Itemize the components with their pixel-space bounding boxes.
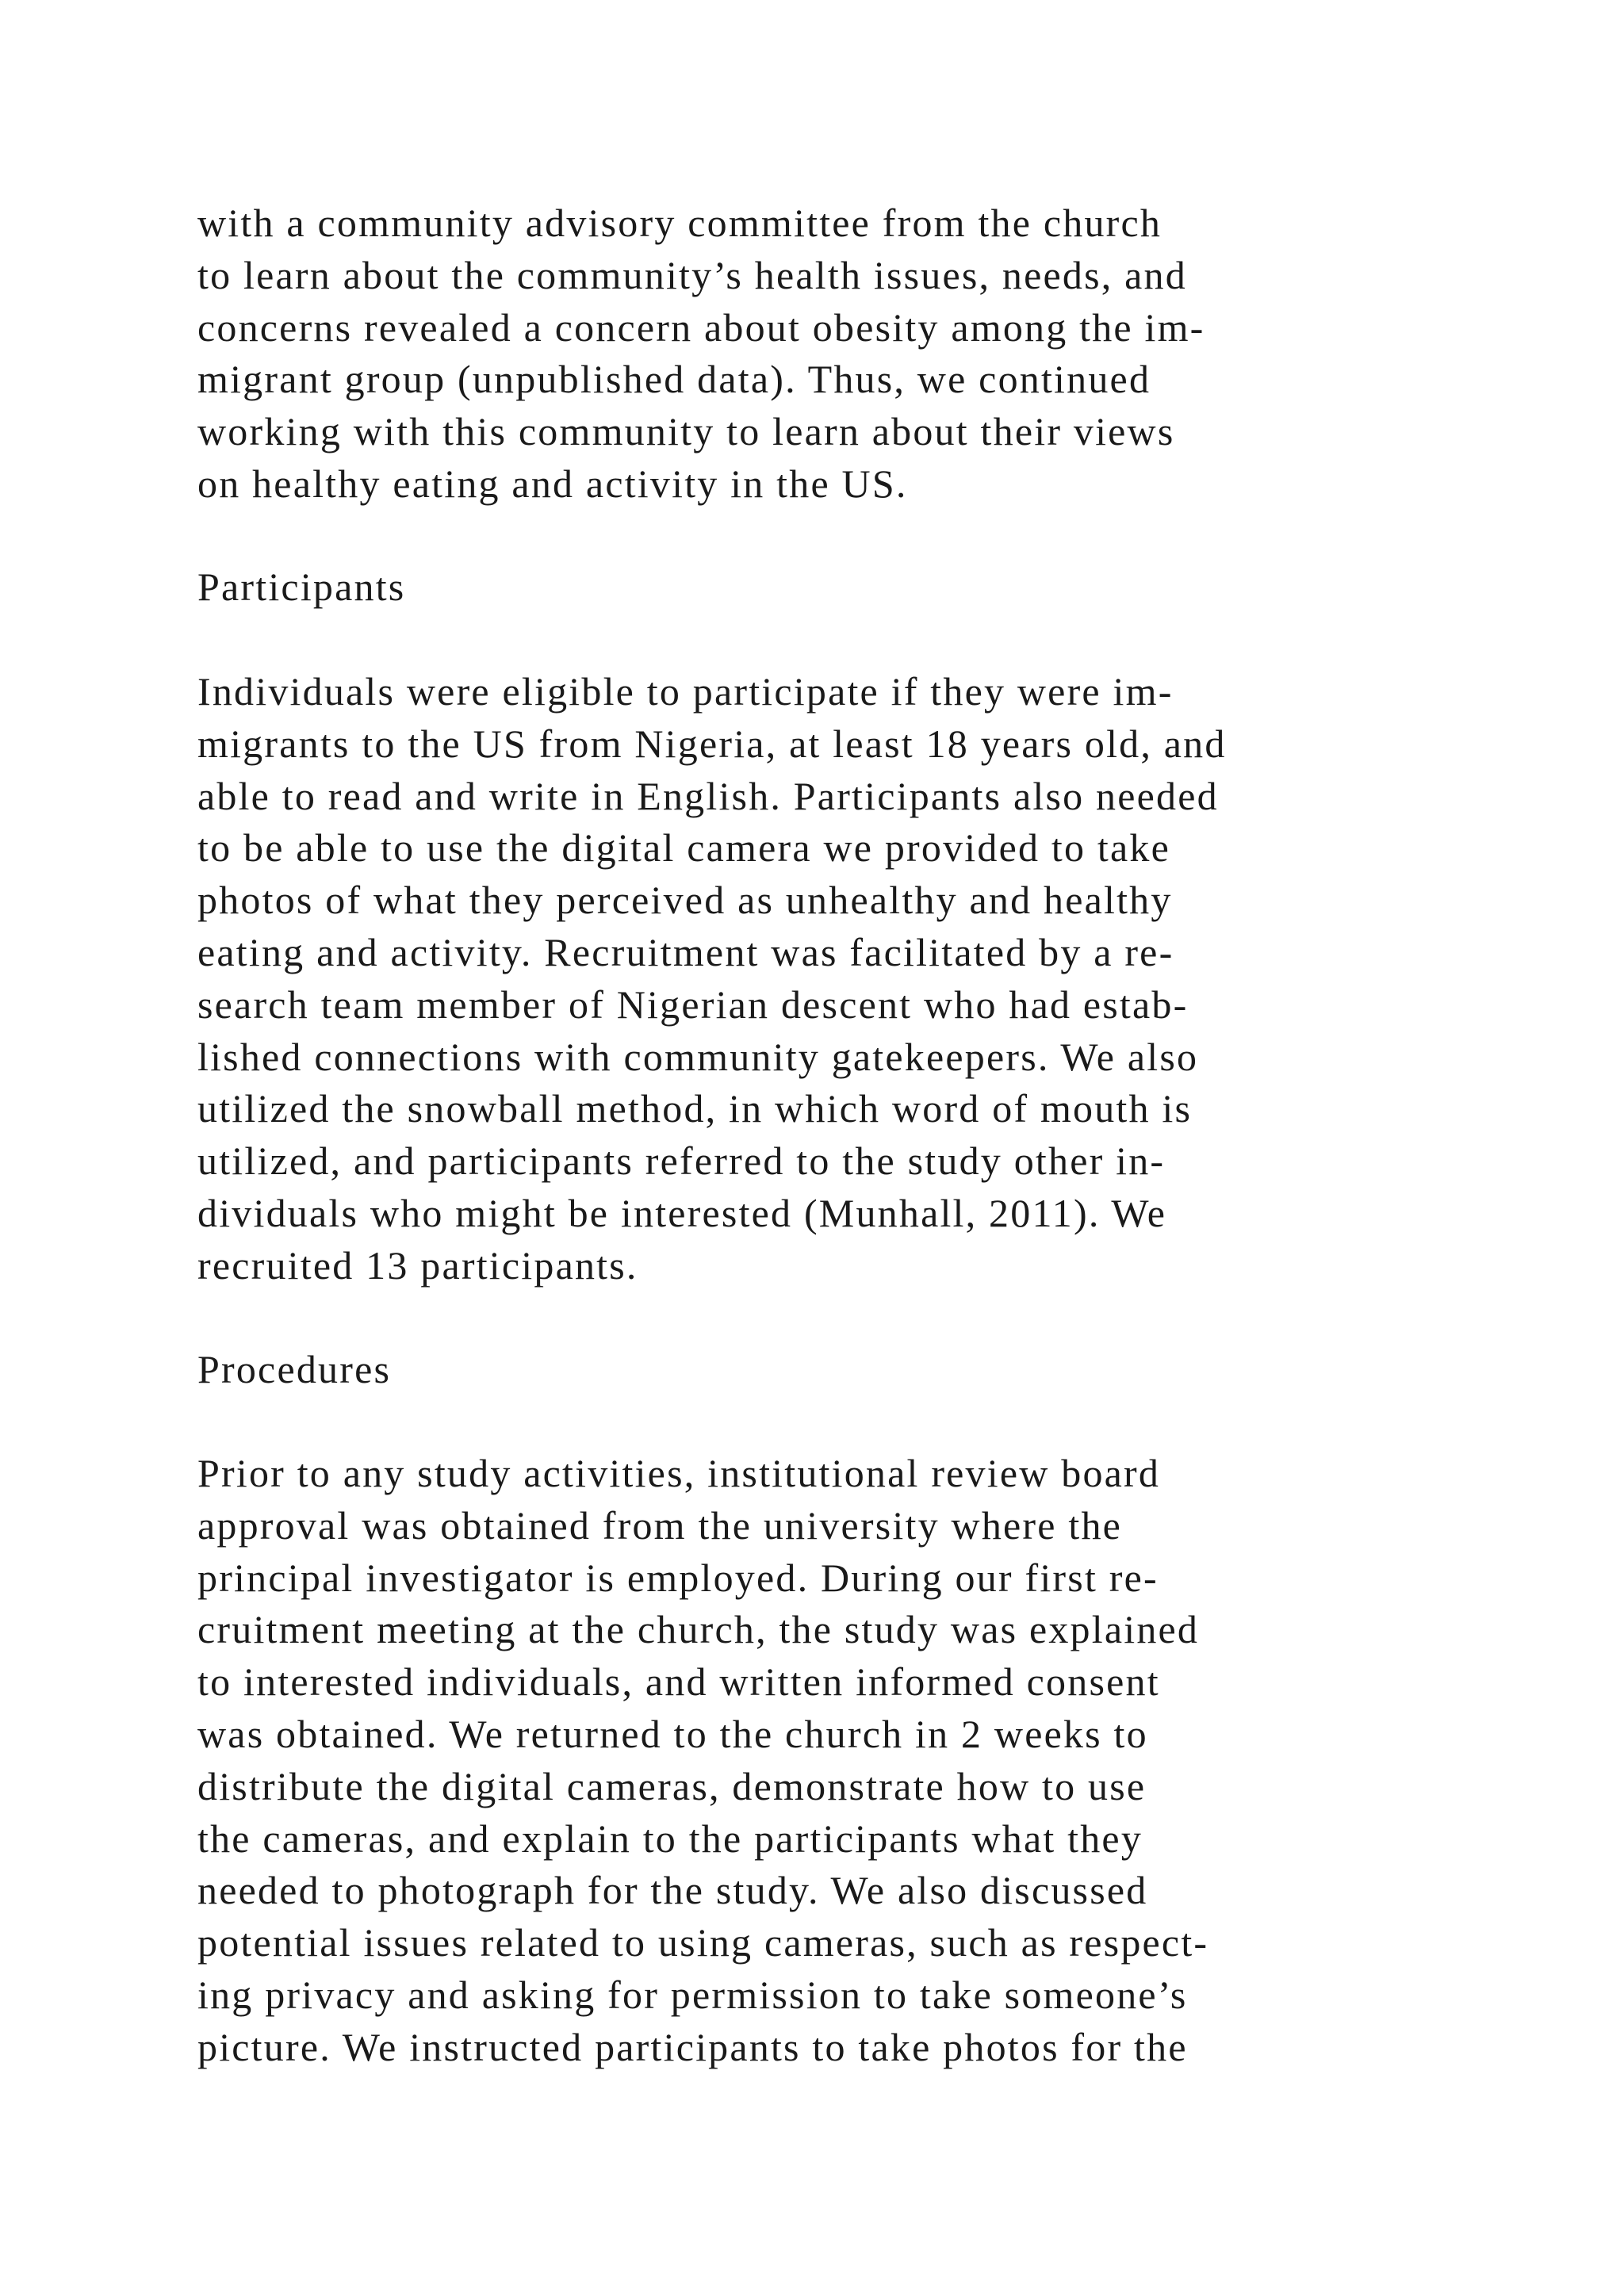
paragraph-procedures [197,1448,1434,2074]
paragraph-participants [197,666,1434,1292]
text-line: principal investigator is employed. During our first re- [197,1555,1159,1600]
text-line: Prior to any study activities, institutional review board [197,1451,1161,1495]
text-line: utilized the snowball method, in which word of mouth is [197,1086,1193,1131]
text-line: ing privacy and asking for permission to take someone’s [197,1972,1188,2017]
text-line: distribute the digital cameras, demonstrate how to use [197,1763,1147,1808]
heading-text: Participants [197,564,406,609]
text-line: on healthy eating and activity in the US. [197,461,908,506]
text-line: to learn about the community’s health issues, needs, and [197,252,1187,297]
text-line: search team member of Nigerian descent who had estab- [197,982,1189,1027]
section-heading-procedures [197,1344,1434,1396]
paragraph-intro-continued [197,197,1434,511]
text-line: picture. We instructed participants to take photos for the [197,2024,1188,2069]
text-line: potential issues related to using cameras, such as respect- [197,1920,1209,1965]
text-line: dividuals who might be interested (Munhall, 2011). We [197,1190,1167,1235]
text-line: recruited 13 participants. [197,1242,638,1288]
text-line: migrant group (unpublished data). Thus, we continued [197,357,1151,402]
text-line: migrants to the US from Nigeria, at least 18 years old, and [197,721,1227,766]
text-line: to be able to use the digital camera we provided to take [197,825,1170,871]
text-line: eating and activity. Recruitment was facilitated by a re- [197,929,1174,974]
text-line: working with this community to learn about their views [197,409,1175,454]
text-line: able to read and write in English. Participants also needed [197,773,1219,818]
text-line: needed to photograph for the study. We also discussed [197,1868,1148,1913]
text-line: approval was obtained from the university where the [197,1502,1123,1548]
text-line: utilized, and participants referred to the study other in- [197,1138,1166,1184]
text-line: photos of what they perceived as unhealthy and healthy [197,878,1173,923]
text-line: Individuals were eligible to participate if they were im- [197,669,1174,714]
text-line: to interested individuals, and written informed consent [197,1659,1160,1705]
text-line: with a community advisory committee from the church [197,201,1162,245]
text-line: lished connections with community gatekeepers. We also [197,1034,1199,1079]
section-heading-participants [197,561,1434,614]
text-line: cruitment meeting at the church, the study was explained [197,1607,1200,1652]
text-line: was obtained. We returned to the church in 2 weeks to [197,1711,1148,1756]
heading-text: Procedures [197,1347,392,1391]
text-line: concerns revealed a concern about obesity among the im- [197,304,1205,350]
text-line: the cameras, and explain to the participants what they [197,1816,1143,1861]
